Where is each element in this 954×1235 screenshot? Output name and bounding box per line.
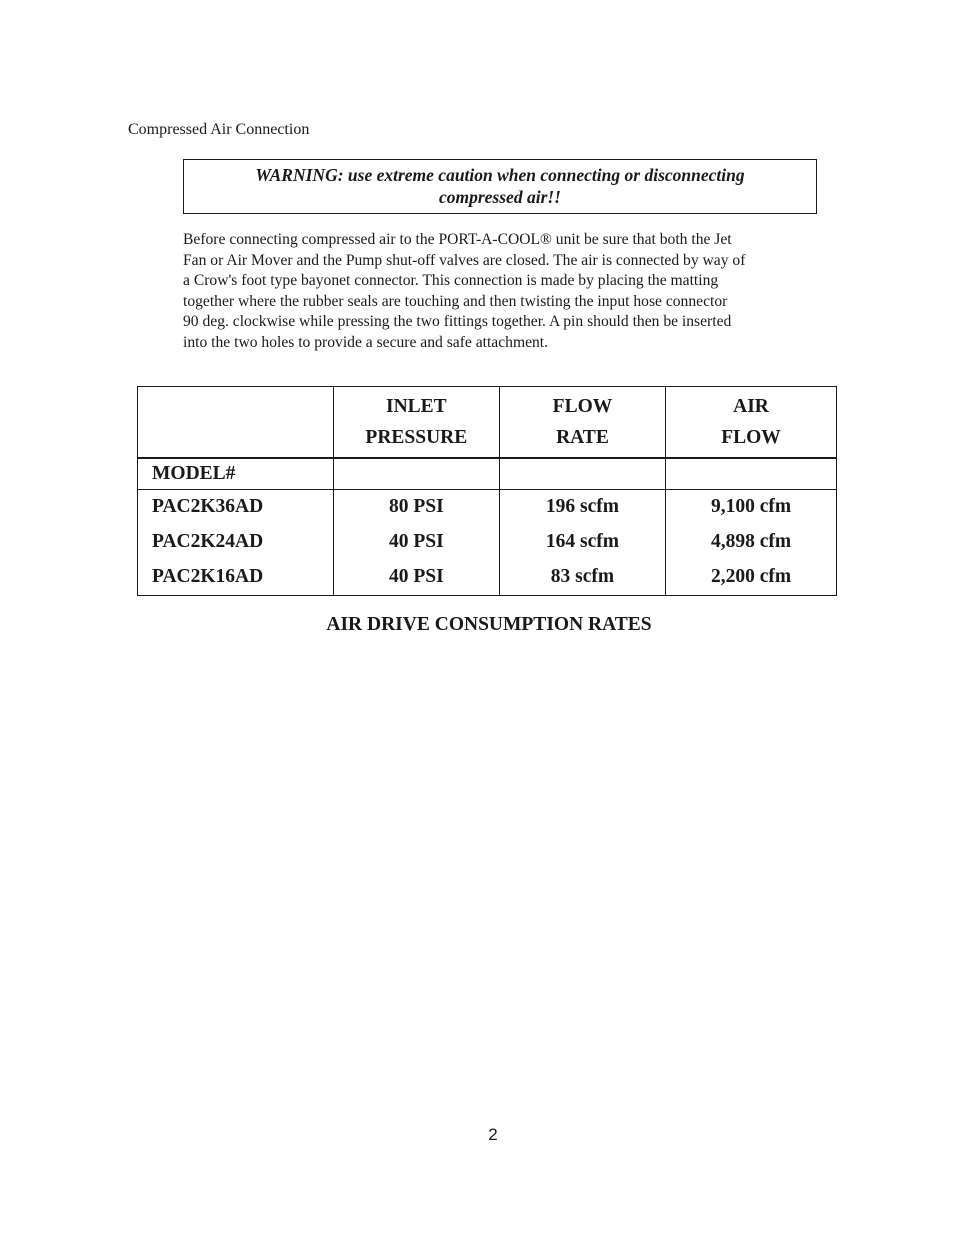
model-cell: PAC2K36AD bbox=[138, 489, 334, 525]
header-air-line-2: FLOW bbox=[721, 427, 781, 449]
header-flow-line-1: FLOW bbox=[552, 396, 613, 418]
empty-cell bbox=[666, 458, 837, 489]
warning-line-2: compressed air!! bbox=[438, 187, 561, 207]
inlet-pressure-cell: 40 PSI bbox=[333, 525, 499, 560]
header-cell-inlet-pressure bbox=[333, 387, 499, 459]
header-air-line-1: AIR bbox=[733, 396, 769, 418]
table-caption: AIR DRIVE CONSUMPTION RATES bbox=[326, 614, 652, 635]
model-cell: PAC2K16AD bbox=[138, 560, 334, 596]
warning-box bbox=[183, 159, 817, 214]
air-flow-cell: 4,898 cfm bbox=[666, 525, 837, 560]
header-cell-air-flow bbox=[666, 387, 837, 459]
header-cell-empty bbox=[138, 387, 334, 459]
consumption-rates-table bbox=[137, 386, 837, 596]
warning-text bbox=[184, 160, 816, 208]
header-inlet-line-2: PRESSURE bbox=[365, 427, 468, 449]
table-row bbox=[138, 489, 837, 525]
table-header-row bbox=[138, 387, 837, 459]
table-row bbox=[138, 525, 837, 560]
instructions-paragraph bbox=[183, 230, 858, 354]
flow-rate-cell: 164 scfm bbox=[499, 525, 665, 560]
page-number: 2 bbox=[488, 1125, 498, 1144]
header-inlet-line-1: INLET bbox=[385, 396, 447, 418]
model-label-row bbox=[138, 458, 837, 489]
inlet-pressure-cell: 40 PSI bbox=[333, 560, 499, 596]
empty-cell bbox=[499, 458, 665, 489]
model-label-cell: MODEL# bbox=[138, 458, 334, 489]
air-flow-cell: 9,100 cfm bbox=[666, 489, 837, 525]
inlet-pressure-cell: 80 PSI bbox=[333, 489, 499, 525]
model-cell: PAC2K24AD bbox=[138, 525, 334, 560]
empty-cell bbox=[333, 458, 499, 489]
air-flow-cell: 2,200 cfm bbox=[666, 560, 837, 596]
table-row bbox=[138, 560, 837, 596]
instructions-line: Fan or Air Mover and the Pump shut-off valves are closed. The air is connected by way of bbox=[183, 251, 746, 269]
instructions-line: 90 deg. clockwise while pressing the two fittings together. A pin should then be inserted bbox=[183, 313, 732, 331]
instructions-line: a Crow's foot type bayonet connector. This connection is made by placing the matting bbox=[183, 272, 719, 290]
instructions-line: Before connecting compressed air to the PORT-A-COOL® unit be sure that both the Jet bbox=[183, 231, 732, 248]
instructions-line: together where the rubber seals are touching and then twisting the input hose connector bbox=[183, 292, 728, 310]
flow-rate-cell: 83 scfm bbox=[499, 560, 665, 596]
section-heading: Compressed Air Connection bbox=[128, 121, 310, 138]
header-cell-flow-rate bbox=[499, 387, 665, 459]
header-flow-line-2: RATE bbox=[556, 427, 609, 449]
flow-rate-cell: 196 scfm bbox=[499, 489, 665, 525]
warning-line-1: WARNING: use extreme caution when connecting or disconnecting bbox=[255, 165, 745, 185]
instructions-line: into the two holes to provide a secure and safe attachment. bbox=[183, 333, 549, 351]
